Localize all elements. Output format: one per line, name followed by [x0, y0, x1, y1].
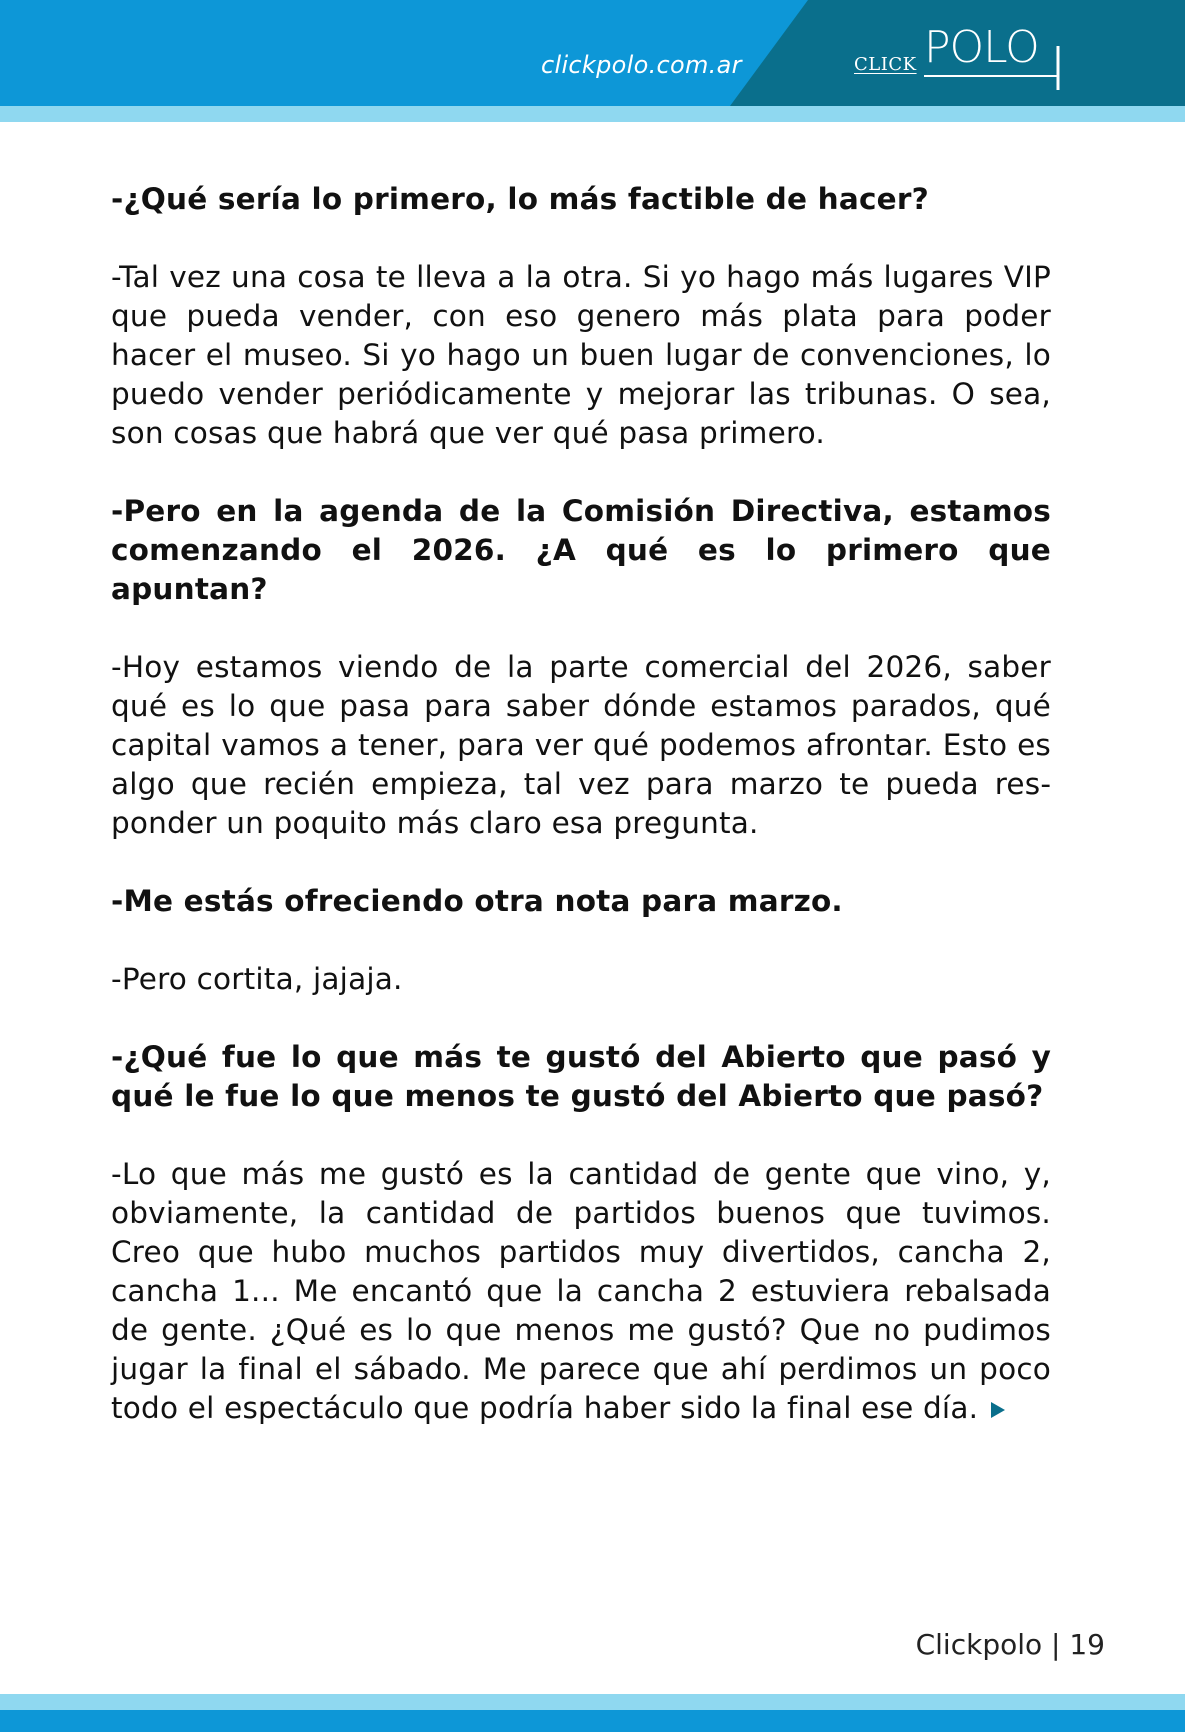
footer-band — [0, 1710, 1185, 1732]
footer-stripe — [0, 1694, 1185, 1710]
answer-2: -Hoy estamos viendo de la parte comercial del 2026, saber qué es lo que pasa para saber dónde estamos parados, qué capital vamos a tener, para ver qué podemos afrontar. Esto es algo que recién empieza, tal vez para marzo te pueda responder un poquito más claro esa pregunta. — [111, 650, 1051, 840]
answer-4 — [111, 1155, 1051, 1428]
page-footer-label: Clickpolo | 19 — [915, 1628, 1105, 1661]
answer-1: -Tal vez una cosa te lleva a la otra. Si yo hago más lugares VIP que pueda vender, con eso genero más plata para poder hacer el museo. Si yo hago un buen lugar de convenciones, lo puedo vender periódicamente y mejorar las tribunas. O sea, son cosas que habrá que ver qué pasa primero. — [111, 260, 1051, 450]
answer-3: -Pero cortita, jajaja. — [111, 962, 403, 996]
page-header — [0, 0, 1185, 108]
question-4: -¿Qué fue lo que más te gustó del Abierto que pasó y qué le fue lo que menos te gustó del Abierto que pasó? — [111, 1040, 1051, 1113]
question-1: -¿Qué sería lo primero, lo más factible de hacer? — [111, 182, 929, 216]
answer-4-text: -Lo que más me gustó es la cantidad de gente que vino, y, obviamente, la cantidad de partidos buenos que tuvimos. Creo que hubo muchos partidos muy divertidos, cancha 2, cancha 1... Me encantó que la cancha 2 estuviera rebalsada de gente. ¿Qué es lo que menos me gustó? Que no pudimos jugar la final el sábado. Me parece que ahí perdimos un poco todo el espectáculo que podría haber sido la final ese día. — [111, 1157, 1051, 1425]
logo-mallet-icon — [852, 26, 1062, 96]
footer-bar — [0, 1694, 1185, 1732]
triangle-play-icon — [990, 1401, 1006, 1419]
site-url[interactable]: clickpolo.com.ar — [541, 51, 742, 79]
question-3: -Me estás ofreciendo otra nota para marzo. — [111, 884, 843, 918]
logo-click-text: CLICK — [854, 54, 917, 75]
article-body — [111, 180, 1051, 1467]
header-stripe — [0, 106, 1185, 122]
clickpolo-logo[interactable] — [852, 22, 1062, 96]
logo-polo-text: POLO — [924, 22, 1039, 73]
question-2: -Pero en la agenda de la Comisión Directiva, estamos comenzando el 2026. ¿A qué es lo primero que apuntan? — [111, 494, 1051, 606]
